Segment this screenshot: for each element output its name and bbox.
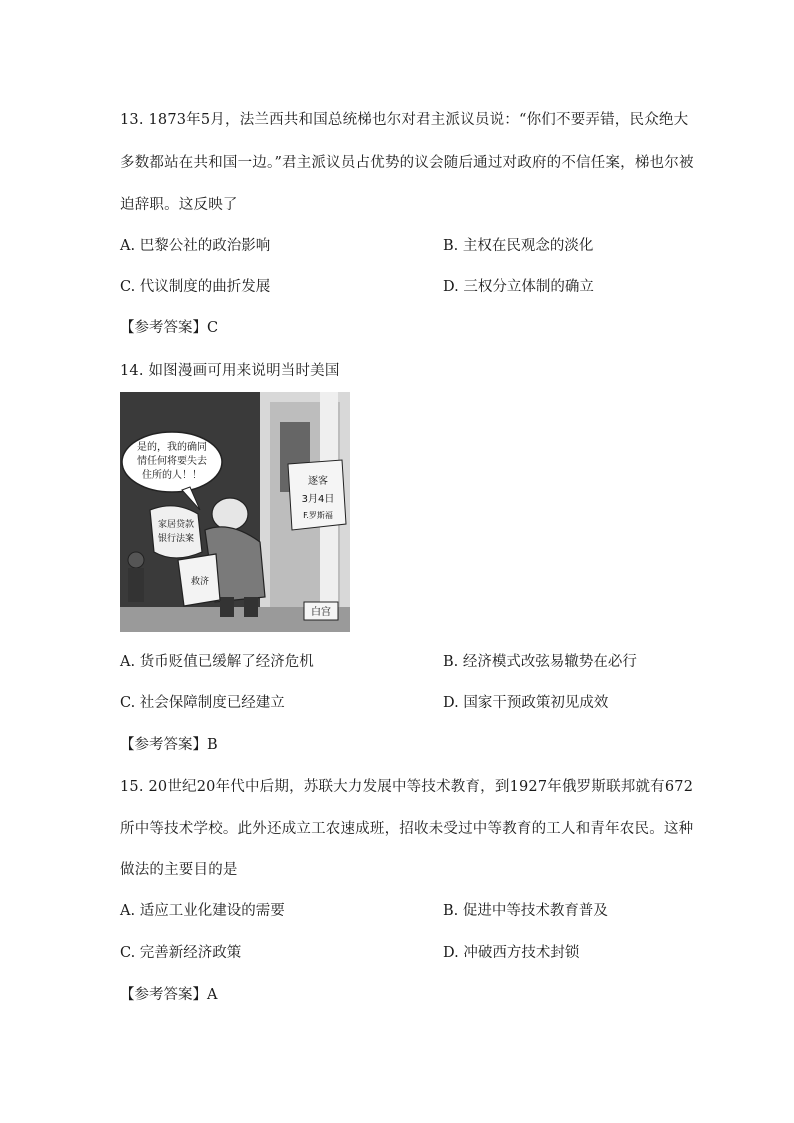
q15-option-d: D. 冲破西方技术封锁 <box>443 945 580 961</box>
political-cartoon <box>120 392 350 632</box>
q13-stem-line-1: 13. 1873年5月，法兰西共和国总统梯也尔对君主派议员说：“你们不要弄错，民众绝大 <box>120 112 689 128</box>
q15-stem-line-2: 所中等技术学校。此外还成立工农速成班，招收未受过中等教育的工人和青年农民。这种 <box>120 821 694 837</box>
q13-option-d: D. 三权分立体制的确立 <box>443 279 594 295</box>
figure-head <box>212 498 248 530</box>
q13-stem-line-3: 迫辞职。这反映了 <box>120 197 238 213</box>
q14-option-b: B. 经济模式改弦易辙势在必行 <box>443 654 637 670</box>
q14-option-a: A. 货币贬值已缓解了经济危机 <box>120 654 314 670</box>
q14-answer: 【参考答案】B <box>120 737 218 753</box>
q13-option-a: A. 巴黎公社的政治影响 <box>120 238 271 254</box>
q15-answer: 【参考答案】A <box>120 987 218 1003</box>
q14-stem-line-1: 14. 如图漫画可用来说明当时美国 <box>120 363 340 379</box>
q15-option-a: A. 适应工业化建设的需要 <box>120 903 285 919</box>
small-figure-head <box>128 552 144 568</box>
notice-line-3: F.罗斯福 <box>303 511 333 520</box>
bubble-line-1: 是的，我的确同 <box>137 442 207 453</box>
q15-stem-line-3: 做法的主要目的是 <box>120 862 238 878</box>
q13-option-c: C. 代议制度的曲折发展 <box>120 279 271 295</box>
q14-option-d: D. 国家干预政策初见成效 <box>443 695 609 711</box>
q14-option-c: C. 社会保障制度已经建立 <box>120 695 285 711</box>
bubble-line-3: 住所的人！！ <box>142 470 202 481</box>
sign-label: 白宫 <box>311 607 331 618</box>
q13-stem-line-2: 多数都站在共和国一边。”君主派议员占优势的议会随后通过对政府的不信任案，梯也尔被 <box>120 155 694 171</box>
loan-bag <box>150 506 202 558</box>
q13-option-b: B. 主权在民观念的淡化 <box>443 238 594 254</box>
bag-line-2: 银行法案 <box>157 534 195 544</box>
q15-option-b: B. 促进中等技术教育普及 <box>443 903 608 919</box>
q15-option-c: C. 完善新经济政策 <box>120 945 242 961</box>
bag-line-1: 家居贷款 <box>157 520 195 530</box>
q15-stem-line-1: 15. 20世纪20年代中后期，苏联大力发展中等技术教育，到1927年俄罗斯联邦就有672 <box>120 779 694 795</box>
notice-line-2: 3月4日 <box>301 494 335 505</box>
small-figure-body <box>128 568 144 602</box>
q13-answer: 【参考答案】C <box>120 320 219 336</box>
bubble-line-2: 情任何将要失去 <box>137 456 207 467</box>
notice-line-1: 逐客 <box>308 476 328 487</box>
bucket-label: 救济 <box>190 577 210 587</box>
